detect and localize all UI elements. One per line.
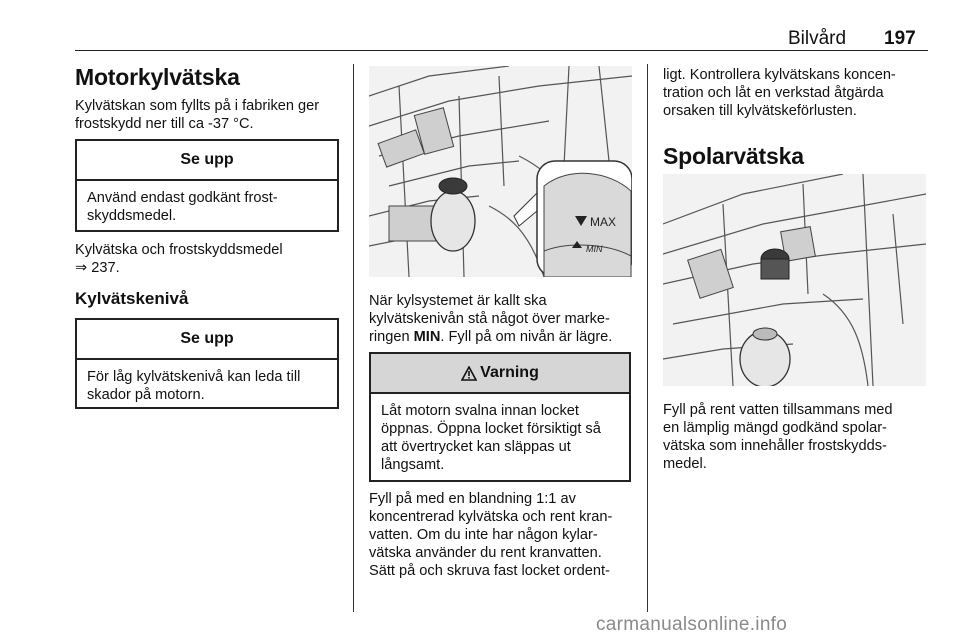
fill-text-line-5: Sätt på och skruva fast locket ordent- [369,563,610,579]
caution-box-2 [75,318,339,409]
engine-bay-drawing [369,66,632,277]
heading-motorkylvatska: Motorkylvätska [75,64,240,90]
warning-line-3: att övertrycket kan släppas ut [381,439,571,455]
fill-text-line-1: Fyll på med en blandning 1:1 av [369,491,576,507]
fill-text-line-2: koncentrerad kylvätska och rent kran- [369,509,613,525]
warning-line-4: långsamt. [381,457,445,473]
column-divider-2 [647,64,648,612]
warning-title-text: Varning [480,364,539,381]
fill-text-line-4: vätska använder du rent kranvatten. [369,545,602,561]
continued-line-3: orsaken till kylvätskeförlusten. [663,103,857,119]
max-marking: MAX [590,215,617,229]
subheading-kylvatskeniva: Kylvätskenivå [75,289,189,308]
level-text-line-1: När kylsystemet är kallt ska [369,293,547,309]
caution-box-1-line-2: skyddsmedel. [87,208,177,224]
washer-text-line-2: en lämplig mängd godkänd spolar- [663,420,887,436]
continued-line-2: tration och låt en verkstad åtgärda [663,85,884,101]
reference-line-1: Kylvätska och frostskyddsmedel [75,242,283,258]
level-text-line-3-start: ringen [369,329,414,345]
warning-box-title [371,354,629,394]
caution-box-1-title: Se upp [77,141,337,181]
level-text-line-3-end: . Fyll på om nivån är lägre. [440,329,613,345]
heading-spolarvatska: Spolarvätska [663,143,804,169]
caution-box-2-line-2: skador på motorn. [87,387,205,403]
page-reference-icon: ⇒ [75,260,92,276]
warning-line-1: Låt motorn svalna innan locket [381,403,579,419]
header-section-title: Bilvård [788,28,847,49]
level-text-line-2: kylvätskenivån stå något över marke- [369,311,610,327]
washer-bay-drawing [663,174,926,386]
reference-page: 237. [91,260,120,276]
warning-triangle-icon [461,366,477,381]
page-number: 197 [884,28,916,49]
continued-line-1: ligt. Kontrollera kylvätskans koncen- [663,67,896,83]
warning-line-2: öppnas. Öppna locket försiktigt så [381,421,601,437]
caution-box-2-line-1: För låg kylvätskenivå kan leda till [87,369,301,385]
header-rule [75,50,928,51]
min-marking: MIN [586,244,603,254]
coolant-reservoir-illustration [369,66,632,277]
caution-box-1 [75,139,339,232]
level-text-line-3 [369,328,612,346]
warning-box [369,352,631,482]
watermark: carmanualsonline.info [596,614,788,635]
intro-line-1: Kylvätskan som fyllts på i fabriken ger [75,98,320,114]
fill-text-line-3: vatten. Om du inte har någon kylar- [369,527,598,543]
warning-box-body [371,394,629,474]
column-divider-1 [353,64,354,612]
caution-box-1-line-1: Använd endast godkänt frost- [87,190,278,206]
washer-reservoir-illustration [663,174,926,386]
min-term: MIN [413,329,441,345]
washer-text-line-3: vätska som innehåller frostskydds- [663,438,887,454]
washer-text-line-1: Fyll på rent vatten tillsammans med [663,402,893,418]
intro-line-2: frostskydd ner till ca -37 °C. [75,116,254,132]
caution-box-2-title: Se upp [77,320,337,360]
caution-box-2-body [77,360,337,404]
reference-link[interactable] [75,259,120,277]
washer-text-line-4: medel. [663,456,707,472]
caution-box-1-body [77,181,337,225]
